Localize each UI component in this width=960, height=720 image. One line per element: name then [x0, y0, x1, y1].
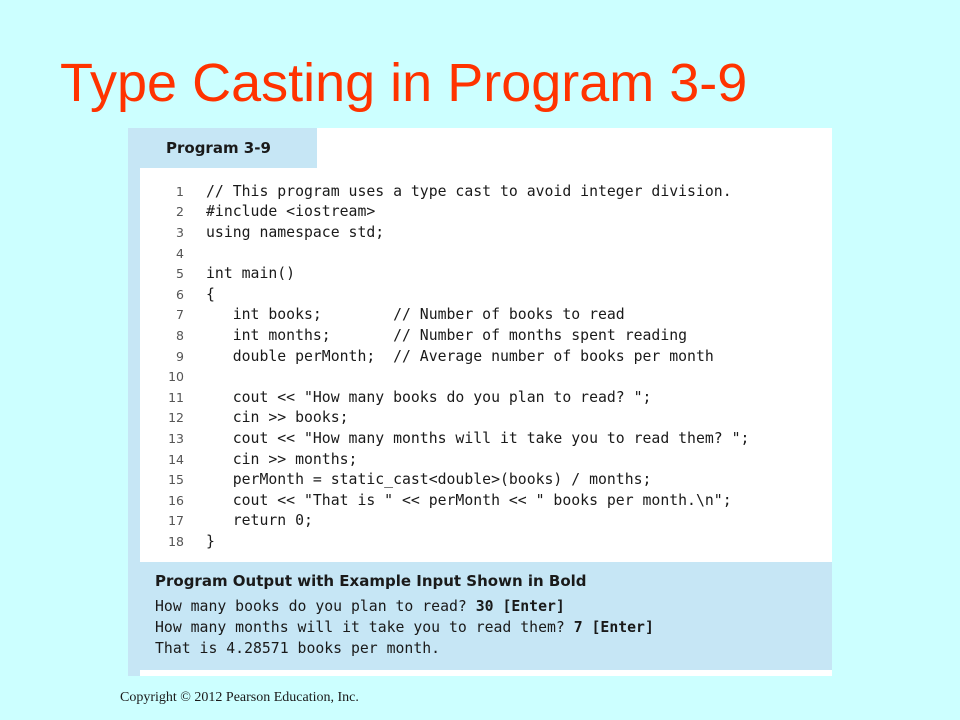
- line-code: int main(): [206, 265, 296, 283]
- output-text: That is 4.28571 books per month.: [155, 640, 441, 657]
- code-line: [168, 346, 828, 367]
- code-line: [168, 511, 828, 532]
- line-number: 9: [176, 348, 184, 364]
- code-line: [168, 222, 828, 243]
- code-line: [168, 387, 828, 408]
- program-header: [140, 128, 317, 168]
- code-line: [168, 449, 828, 470]
- line-number: 18: [168, 533, 184, 549]
- code-line: [168, 469, 828, 490]
- line-number: 10: [168, 369, 184, 385]
- line-code: cout << "That is " << perMonth << " books per month.\n";: [206, 491, 732, 509]
- output-line: [155, 596, 654, 617]
- line-number: 17: [168, 513, 184, 529]
- line-number: 14: [168, 451, 184, 467]
- code-line: [168, 181, 828, 202]
- program-output-lines: [155, 596, 654, 659]
- line-number: 16: [168, 492, 184, 508]
- code-listing: [168, 181, 828, 552]
- line-code: perMonth = static_cast<double>(books) / months;: [206, 471, 652, 489]
- line-number: 6: [176, 286, 184, 302]
- line-number: 4: [176, 245, 184, 261]
- slide-title: Type Casting in Program 3-9: [60, 53, 748, 113]
- code-line: [168, 305, 828, 326]
- line-code: cin >> books;: [206, 409, 349, 427]
- line-code: cin >> months;: [206, 450, 358, 468]
- line-code: #include <iostream>: [206, 203, 376, 221]
- line-code: }: [206, 532, 215, 550]
- code-line: [168, 325, 828, 346]
- line-number: 15: [168, 472, 184, 488]
- code-line: [168, 366, 828, 387]
- line-number: 11: [168, 389, 184, 405]
- line-code: int months; // Number of months spent reading: [206, 326, 688, 344]
- line-code: cout << "How many books do you plan to read? ";: [206, 388, 652, 406]
- program-output-panel: [140, 562, 832, 670]
- program-output-header: Program Output with Example Input Shown in Bold: [155, 572, 587, 590]
- code-line: [168, 490, 828, 511]
- code-line: [168, 202, 828, 223]
- code-line: [168, 531, 828, 552]
- line-number: 12: [168, 410, 184, 426]
- program-header-label: Program 3-9: [166, 139, 271, 157]
- code-line: [168, 428, 828, 449]
- line-code: {: [206, 285, 215, 303]
- line-number: 7: [176, 307, 184, 323]
- line-code: // This program uses a type cast to avoid integer division.: [206, 182, 732, 200]
- code-line: [168, 284, 828, 305]
- line-code: return 0;: [206, 512, 313, 530]
- code-line: [168, 243, 828, 264]
- output-user-input: 7 [Enter]: [573, 619, 654, 636]
- program-figure: [128, 128, 832, 676]
- line-code: double perMonth; // Average number of books per month: [206, 347, 714, 365]
- code-line: [168, 408, 828, 429]
- figure-left-strip: [128, 128, 140, 676]
- line-number: 2: [176, 204, 184, 220]
- line-number: 3: [176, 224, 184, 240]
- line-number: 13: [168, 430, 184, 446]
- output-user-input: 30 [Enter]: [475, 598, 565, 615]
- line-number: 1: [176, 183, 184, 199]
- line-code: int books; // Number of books to read: [206, 306, 625, 324]
- output-text: How many months will it take you to read them?: [155, 619, 574, 636]
- line-number: 8: [176, 327, 184, 343]
- line-number: 5: [176, 266, 184, 282]
- code-line: [168, 263, 828, 284]
- line-code: cout << "How many months will it take you to read them? ";: [206, 429, 750, 447]
- copyright-notice: Copyright © 2012 Pearson Education, Inc.: [120, 690, 359, 705]
- output-line: [155, 617, 654, 638]
- line-code: using namespace std;: [206, 223, 385, 241]
- output-text: How many books do you plan to read?: [155, 598, 476, 615]
- output-line: [155, 638, 654, 659]
